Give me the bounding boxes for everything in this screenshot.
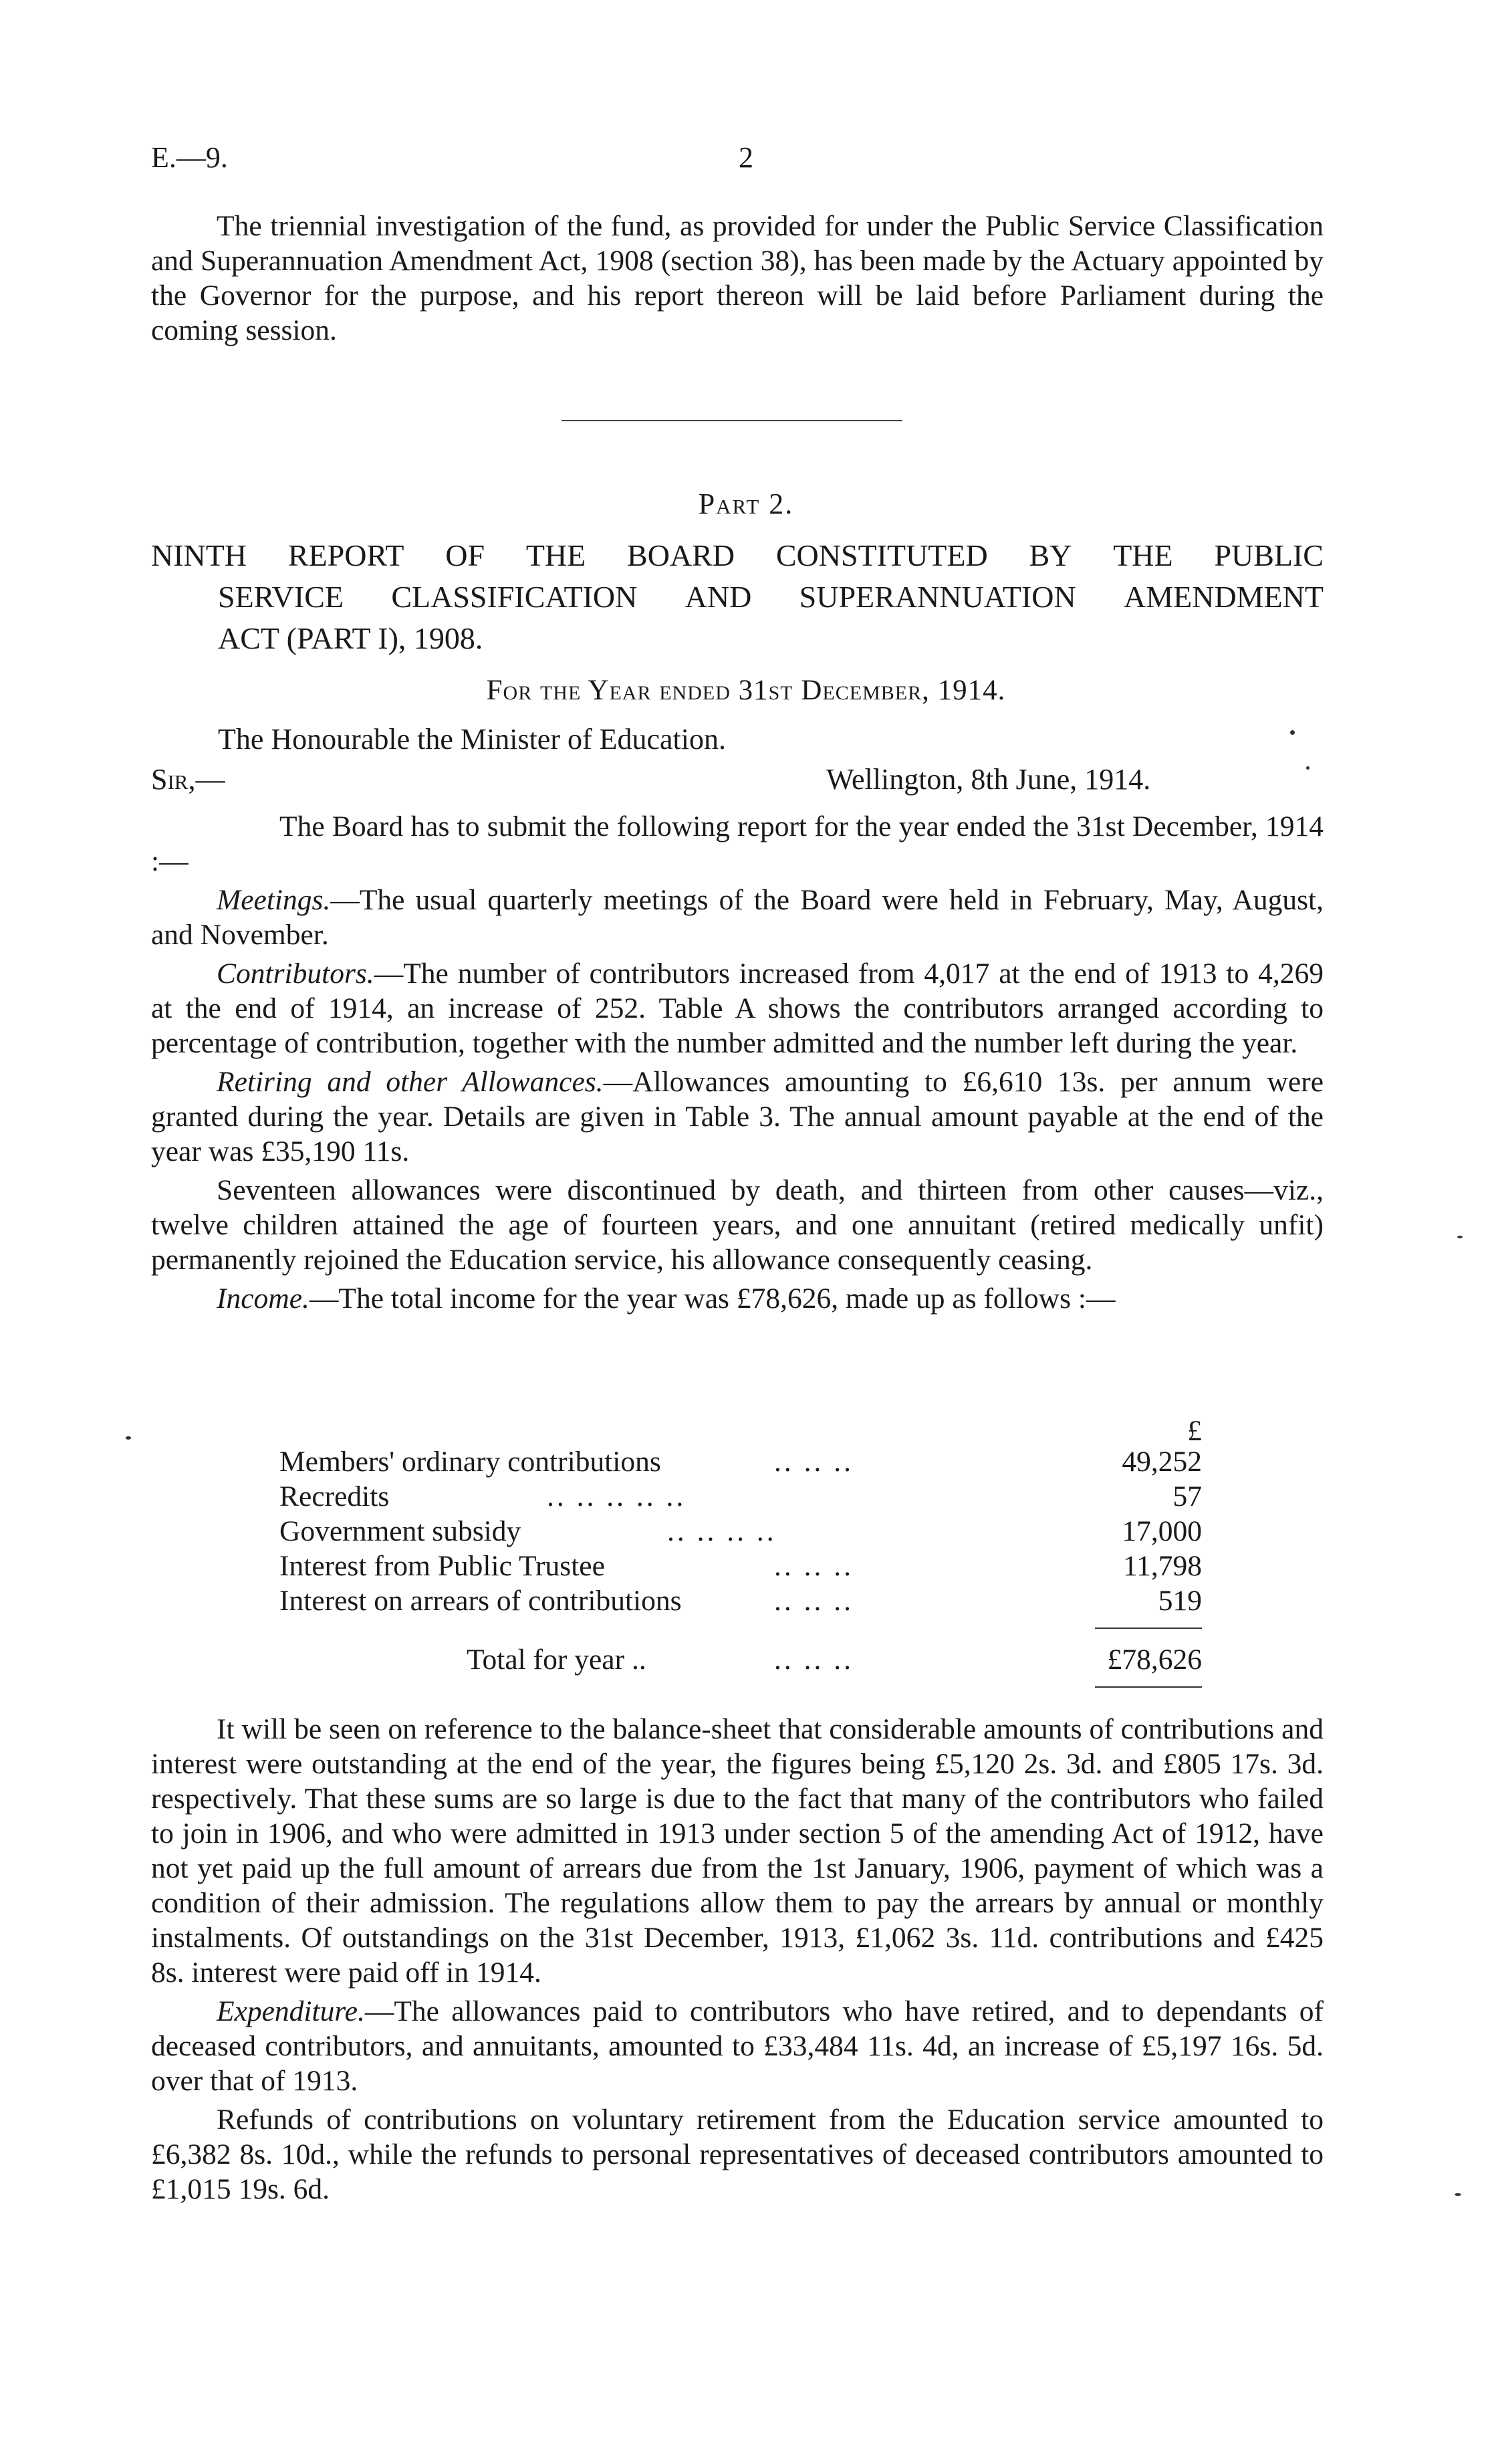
contributors-text: —The number of contributors increased from 4,017 at the end of 1913 to 4,269 at the end of 1914, an increase of 252. Table A shows the contributors arranged according to percentage of contribution, together with the number admitted and the number left during the year.: [151, 958, 1324, 1059]
report-body-lower: [151, 1712, 1324, 2211]
row-label: Recredits: [279, 1480, 390, 1513]
scan-speck: [1306, 766, 1310, 770]
part-label: Part 2.: [698, 487, 794, 520]
title-line-3: [218, 618, 1324, 659]
leader-dots: .. .. .. .. ..: [547, 1480, 687, 1513]
title-word: CONSTITUTED: [775, 538, 988, 572]
page-header: [151, 140, 1341, 181]
leader-dots: .. .. ..: [774, 1550, 854, 1582]
refunds-paragraph: Refunds of contributions on voluntary retirement from the Education service amounted to £6,382 8s. 10d., while the refunds to personal representatives of deceased contributors amounted to £1,015 19s. 6d.: [151, 2104, 1324, 2205]
row-amount: 17,000: [1122, 1515, 1202, 1547]
title-word: CLASSIFICATION: [391, 580, 638, 614]
income-heading: Income.: [217, 1282, 309, 1315]
table-row: [279, 1583, 1202, 1618]
leader-dots: .. .. ..: [774, 1446, 854, 1478]
expenditure-text: —The allowances paid to contributors who have retired, and to dependants of deceased contributors, and annuitants, amounted to £33,484 11s. 4d, an increase of £5,197 16s. 5d. over that of 1913.: [151, 1995, 1324, 2097]
title-word: SUPERANNUATION: [799, 580, 1076, 614]
report-title: [151, 535, 1324, 659]
table-row: [279, 1514, 1202, 1549]
row-amount: 519: [1158, 1585, 1202, 1617]
title-word: NINTH: [151, 538, 247, 572]
scan-speck: [126, 1436, 131, 1440]
expenditure-paragraph: [151, 1994, 1324, 2098]
allowances-heading: Retiring and other Allowances.: [217, 1066, 604, 1098]
title-word: BY: [1029, 538, 1072, 572]
row-amount: 11,798: [1122, 1550, 1202, 1582]
total-amount: £78,626: [1107, 1644, 1202, 1676]
total-row: [279, 1642, 1202, 1677]
row-amount: 57: [1172, 1480, 1202, 1513]
sum-rule-lower: [1095, 1686, 1202, 1688]
place-and-date: Wellington, 8th June, 1914.: [826, 763, 1151, 796]
title-word: AND: [685, 580, 752, 614]
currency-header-row: [279, 1415, 1202, 1447]
scan-speck: [1455, 2193, 1461, 2196]
row-label: Interest from Public Trustee: [279, 1550, 605, 1582]
report-body-upper: [151, 809, 1324, 1320]
title-line-2: [218, 576, 1324, 618]
balance-sheet-paragraph: It will be seen on reference to the balance-sheet that considerable amounts of contributions and interest were outstanding at the end of the year, the figures being £5,120 2s. 3d. and £805 17s. 3d. respectively. That these sums are so large is due to the fact that many of the contributors who failed to join in 1906, and who were admitted in 1913 under section 5 of the amending Act of 1912, have not yet paid up the full amount of arrears due from the 1st January, 1906, payment of which was a condition of their admission. The regulations allow them to pay the arrears by annual or monthly instalments. Of outstandings on the 31st December, 1913, £1,062 3s. 11d. contributions and £425 8s. interest were paid off in 1914.: [151, 1713, 1324, 1989]
title-line-1: [151, 535, 1324, 576]
scan-speck: [1290, 730, 1295, 735]
row-label: Government subsidy: [279, 1515, 521, 1547]
leader-dots: .. .. ..: [774, 1585, 854, 1617]
total-label: Total for year ..: [467, 1644, 646, 1676]
meetings-text: —The usual quarterly meetings of the Board were held in February, May, August, and November.: [151, 884, 1324, 951]
title-word: AMENDMENT: [1124, 580, 1324, 614]
title-word: OF: [445, 538, 485, 572]
title-word: PUBLIC: [1214, 538, 1324, 572]
report-reference-code: E.—9.: [151, 141, 228, 174]
title-word: THE: [525, 538, 586, 572]
report-year-line: For the Year ended 31st December, 1914.: [486, 675, 1006, 706]
contributors-heading: Contributors.: [217, 958, 374, 990]
title-word: BOARD: [627, 538, 735, 572]
meetings-paragraph: [151, 883, 1324, 952]
row-label: Interest on arrears of contributions: [279, 1585, 682, 1617]
allowances-paragraph: [151, 1065, 1324, 1169]
page-number: 2: [739, 141, 753, 174]
income-paragraph: [151, 1281, 1324, 1316]
allowances-text: —Allowances amounting to £6,610 13s. per annum were granted during the year. Details are given in Table 3. The annual amount payable at the end of the year was £35,190 11s.: [151, 1066, 1324, 1167]
title-word: THE: [1113, 538, 1173, 572]
title-word: REPORT: [287, 538, 404, 572]
contributors-paragraph: [151, 956, 1324, 1060]
leader-dots: .. .. ..: [774, 1644, 854, 1676]
section-separator: [562, 420, 902, 421]
discontinued-paragraph: Seventeen allowances were discontinued by death, and thirteen from other causes—viz., twelve children attained the age of fourteen years, and one annuitant (retired medically unfit) permanently rejoined the Education service, his allowance consequently ceasing.: [151, 1174, 1324, 1276]
salutation: Sir,—: [151, 763, 225, 796]
expenditure-heading: Expenditure.: [217, 1995, 365, 2027]
row-label: Members' ordinary contributions: [279, 1446, 661, 1478]
title-word: ACT (PART I), 1908.: [218, 621, 483, 655]
leader-dots: .. .. .. ..: [667, 1515, 777, 1547]
intro-section: [151, 209, 1324, 348]
table-row: [279, 1479, 1202, 1514]
addressee: The Honourable the Minister of Education.: [218, 723, 727, 756]
title-word: SERVICE: [218, 580, 344, 614]
scan-speck: [1457, 1236, 1463, 1238]
income-text: —The total income for the year was £78,626, made up as follows :—: [309, 1282, 1116, 1315]
table-row: [279, 1444, 1202, 1479]
table-row: [279, 1549, 1202, 1583]
intro-paragraph: The triennial investigation of the fund, as provided for under the Public Service Classification and Superannuation Amendment Act, 1908 (section 38), has been made by the Actuary appointed by the Governor for the purpose, and his report thereon will be laid before Parliament during the coming session.: [151, 210, 1324, 346]
opening-paragraph: The Board has to submit the following report for the year ended the 31st December, 1914 :—: [151, 810, 1324, 877]
currency-symbol: £: [1187, 1415, 1202, 1447]
meetings-heading: Meetings.: [217, 884, 331, 916]
sum-rule-upper: [1095, 1628, 1202, 1629]
row-amount: 49,252: [1122, 1446, 1202, 1478]
income-table: [279, 1415, 1202, 1677]
